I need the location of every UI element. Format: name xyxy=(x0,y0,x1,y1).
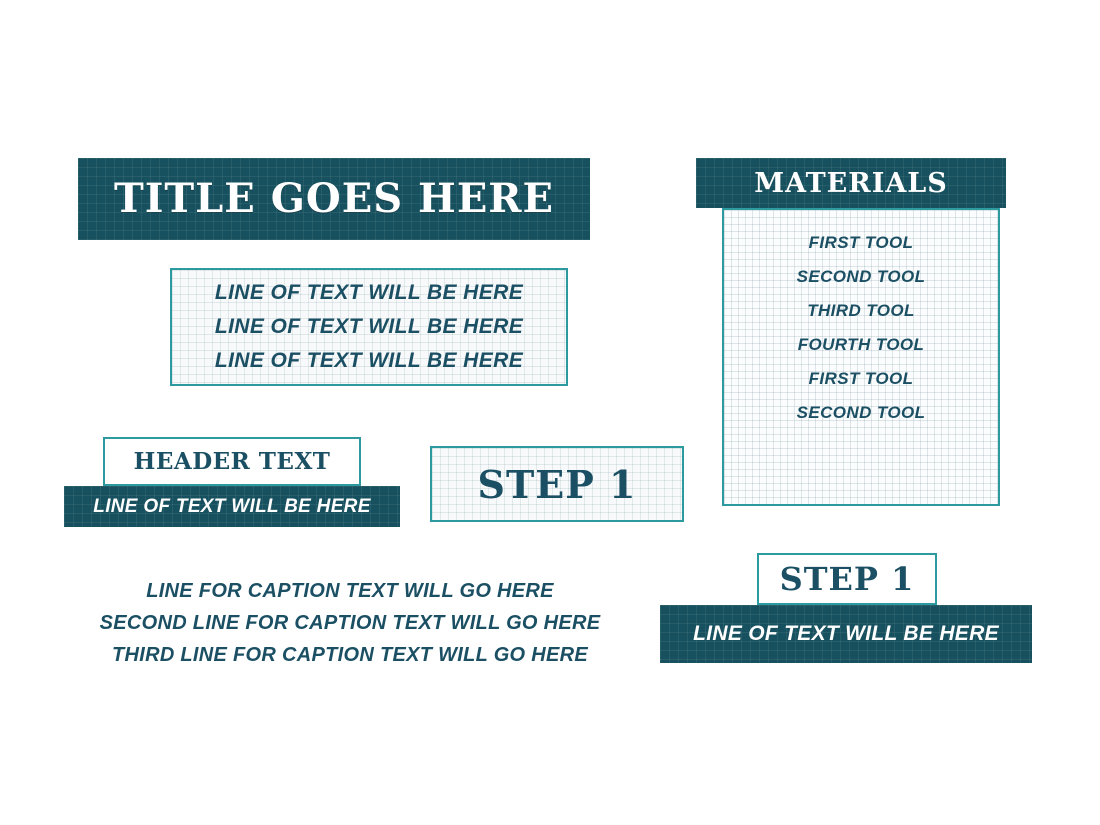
materials-list-item: SECOND TOOL xyxy=(796,267,926,286)
step-light-badge xyxy=(430,446,684,522)
step-dark-subtext-bar xyxy=(660,605,1032,663)
text-line: LINE OF TEXT WILL BE HERE xyxy=(214,349,524,372)
page-title: TITLE GOES HERE xyxy=(113,175,555,222)
header-subtext-label: LINE OF TEXT WILL BE HERE xyxy=(93,495,371,517)
header-text-label: HEADER TEXT xyxy=(133,448,331,475)
caption-line: LINE FOR CAPTION TEXT WILL GO HERE xyxy=(146,580,554,602)
materials-list-item: FOURTH TOOL xyxy=(797,335,925,354)
step-dark-subtext-label: LINE OF TEXT WILL BE HERE xyxy=(693,622,999,645)
text-line: LINE OF TEXT WILL BE HERE xyxy=(214,281,524,304)
materials-list-item: THIRD TOOL xyxy=(807,301,915,320)
header-subtext-bar xyxy=(64,486,400,527)
step-light-label: STEP 1 xyxy=(477,461,637,507)
text-lines-panel xyxy=(170,268,568,386)
step-dark-combo xyxy=(660,553,1032,663)
header-text-box xyxy=(103,437,361,486)
materials-title: MATERIALS xyxy=(754,167,948,199)
header-text-combo xyxy=(64,437,400,527)
title-banner xyxy=(78,158,590,240)
step-dark-label: STEP 1 xyxy=(779,560,915,598)
materials-list-item: FIRST TOOL xyxy=(808,233,914,252)
materials-list-item: SECOND TOOL xyxy=(796,403,926,422)
materials-panel xyxy=(696,158,1006,506)
text-line: LINE OF TEXT WILL BE HERE xyxy=(214,315,524,338)
materials-header xyxy=(696,158,1006,208)
step-dark-badge xyxy=(757,553,937,605)
caption-line: THIRD LINE FOR CAPTION TEXT WILL GO HERE xyxy=(111,644,589,666)
materials-list-item: FIRST TOOL xyxy=(808,369,914,388)
caption-line: SECOND LINE FOR CAPTION TEXT WILL GO HERE xyxy=(99,612,601,634)
caption-text-group xyxy=(70,575,630,675)
materials-list xyxy=(722,208,1000,506)
